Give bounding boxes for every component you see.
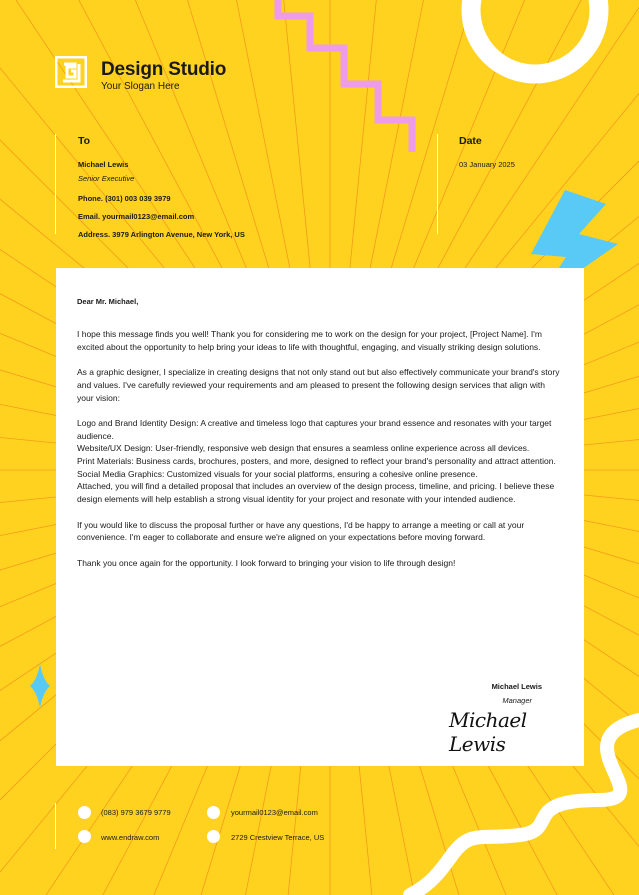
paragraph: If you would like to discuss the proposal further or have any questions, I'd be happy to arrange a meeting or call at your convenience. I'm eager to collaborate and ensure we're aligned on your expectations before moving forward.	[77, 519, 525, 543]
to-heading: To	[78, 135, 91, 147]
divider-line	[55, 134, 56, 234]
recipient-name: Michael Lewis	[78, 160, 129, 169]
mail-icon	[207, 806, 220, 819]
logo	[55, 56, 87, 88]
date-heading: Date	[459, 135, 482, 147]
recipient-phone: Phone. (301) 003 039 3979	[78, 194, 171, 203]
service-item: Website/UX Design: User-friendly, responsive web design that ensures a seamless online experience across all devices.	[77, 443, 530, 454]
signer-name: Michael Lewis	[491, 682, 542, 691]
footer-website: www.endraw.com	[101, 833, 160, 842]
paragraph: Attached, you will find a detailed proposal that includes an overview of the design process, timeline, and pricing. I believe these design elements will help establish a strong visual identity for your project and resonate with your intended audience.	[77, 481, 555, 505]
paragraph: Thank you once again for the opportunity. I look forward to bringing your vision to life through design!	[77, 557, 456, 568]
paragraph: As a graphic designer, I specialize in creating designs that not only stand out but also effectively communicate your brand's story and values. I've carefully reviewed your requirements and am pleased to present the following design services that align with your vision:	[77, 367, 560, 403]
signature: Michael Lewis	[449, 708, 527, 756]
date-value: 03 January 2025	[459, 160, 515, 169]
recipient-address: Address. 3979 Arlington Avenue, New York, US	[78, 230, 245, 239]
service-item: Print Materials: Business cards, brochures, posters, and more, designed to reflect your brand's personality and attract attention.	[77, 456, 556, 466]
brand-title: Design Studio	[101, 59, 227, 80]
service-item: Social Media Graphics: Customized visuals for your social platforms, ensuring a cohesive online presence.	[77, 468, 478, 479]
zigzag-decoration	[278, 0, 412, 152]
service-item: Logo and Brand Identity Design: A creative and timeless logo that captures your brand essence and resonates with your target audience.	[77, 417, 552, 441]
globe-icon	[78, 830, 91, 843]
letter-card	[56, 268, 584, 766]
paragraph: I hope this message finds you well! Thank you for considering me to work on the design for your project, [Project Name]. I'm excited about the opportunity to help bring your ideas to life with thoughtful, engaging, and visually striking design solutions.	[77, 329, 542, 352]
footer-phone: (083) 979 3679 9779	[101, 808, 171, 817]
divider-line	[55, 803, 56, 849]
footer-address: 2729 Crestview Terrace, US	[231, 833, 325, 842]
signer-role: Manager	[502, 696, 532, 705]
ring-decoration	[471, 0, 599, 74]
location-icon	[207, 830, 220, 843]
divider-line	[437, 134, 438, 234]
sparkle-blue-icon	[30, 664, 50, 708]
recipient-role: Senior Executive	[78, 174, 135, 183]
footer-email: yourmail0123@email.com	[231, 808, 318, 817]
recipient-email: Email. yourmail0123@email.com	[78, 212, 195, 221]
phone-icon	[78, 806, 91, 819]
letter-body	[77, 328, 563, 582]
salutation: Dear Mr. Michael,	[77, 297, 139, 306]
logo-icon	[55, 56, 87, 88]
brand-slogan: Your Slogan Here	[101, 81, 180, 92]
